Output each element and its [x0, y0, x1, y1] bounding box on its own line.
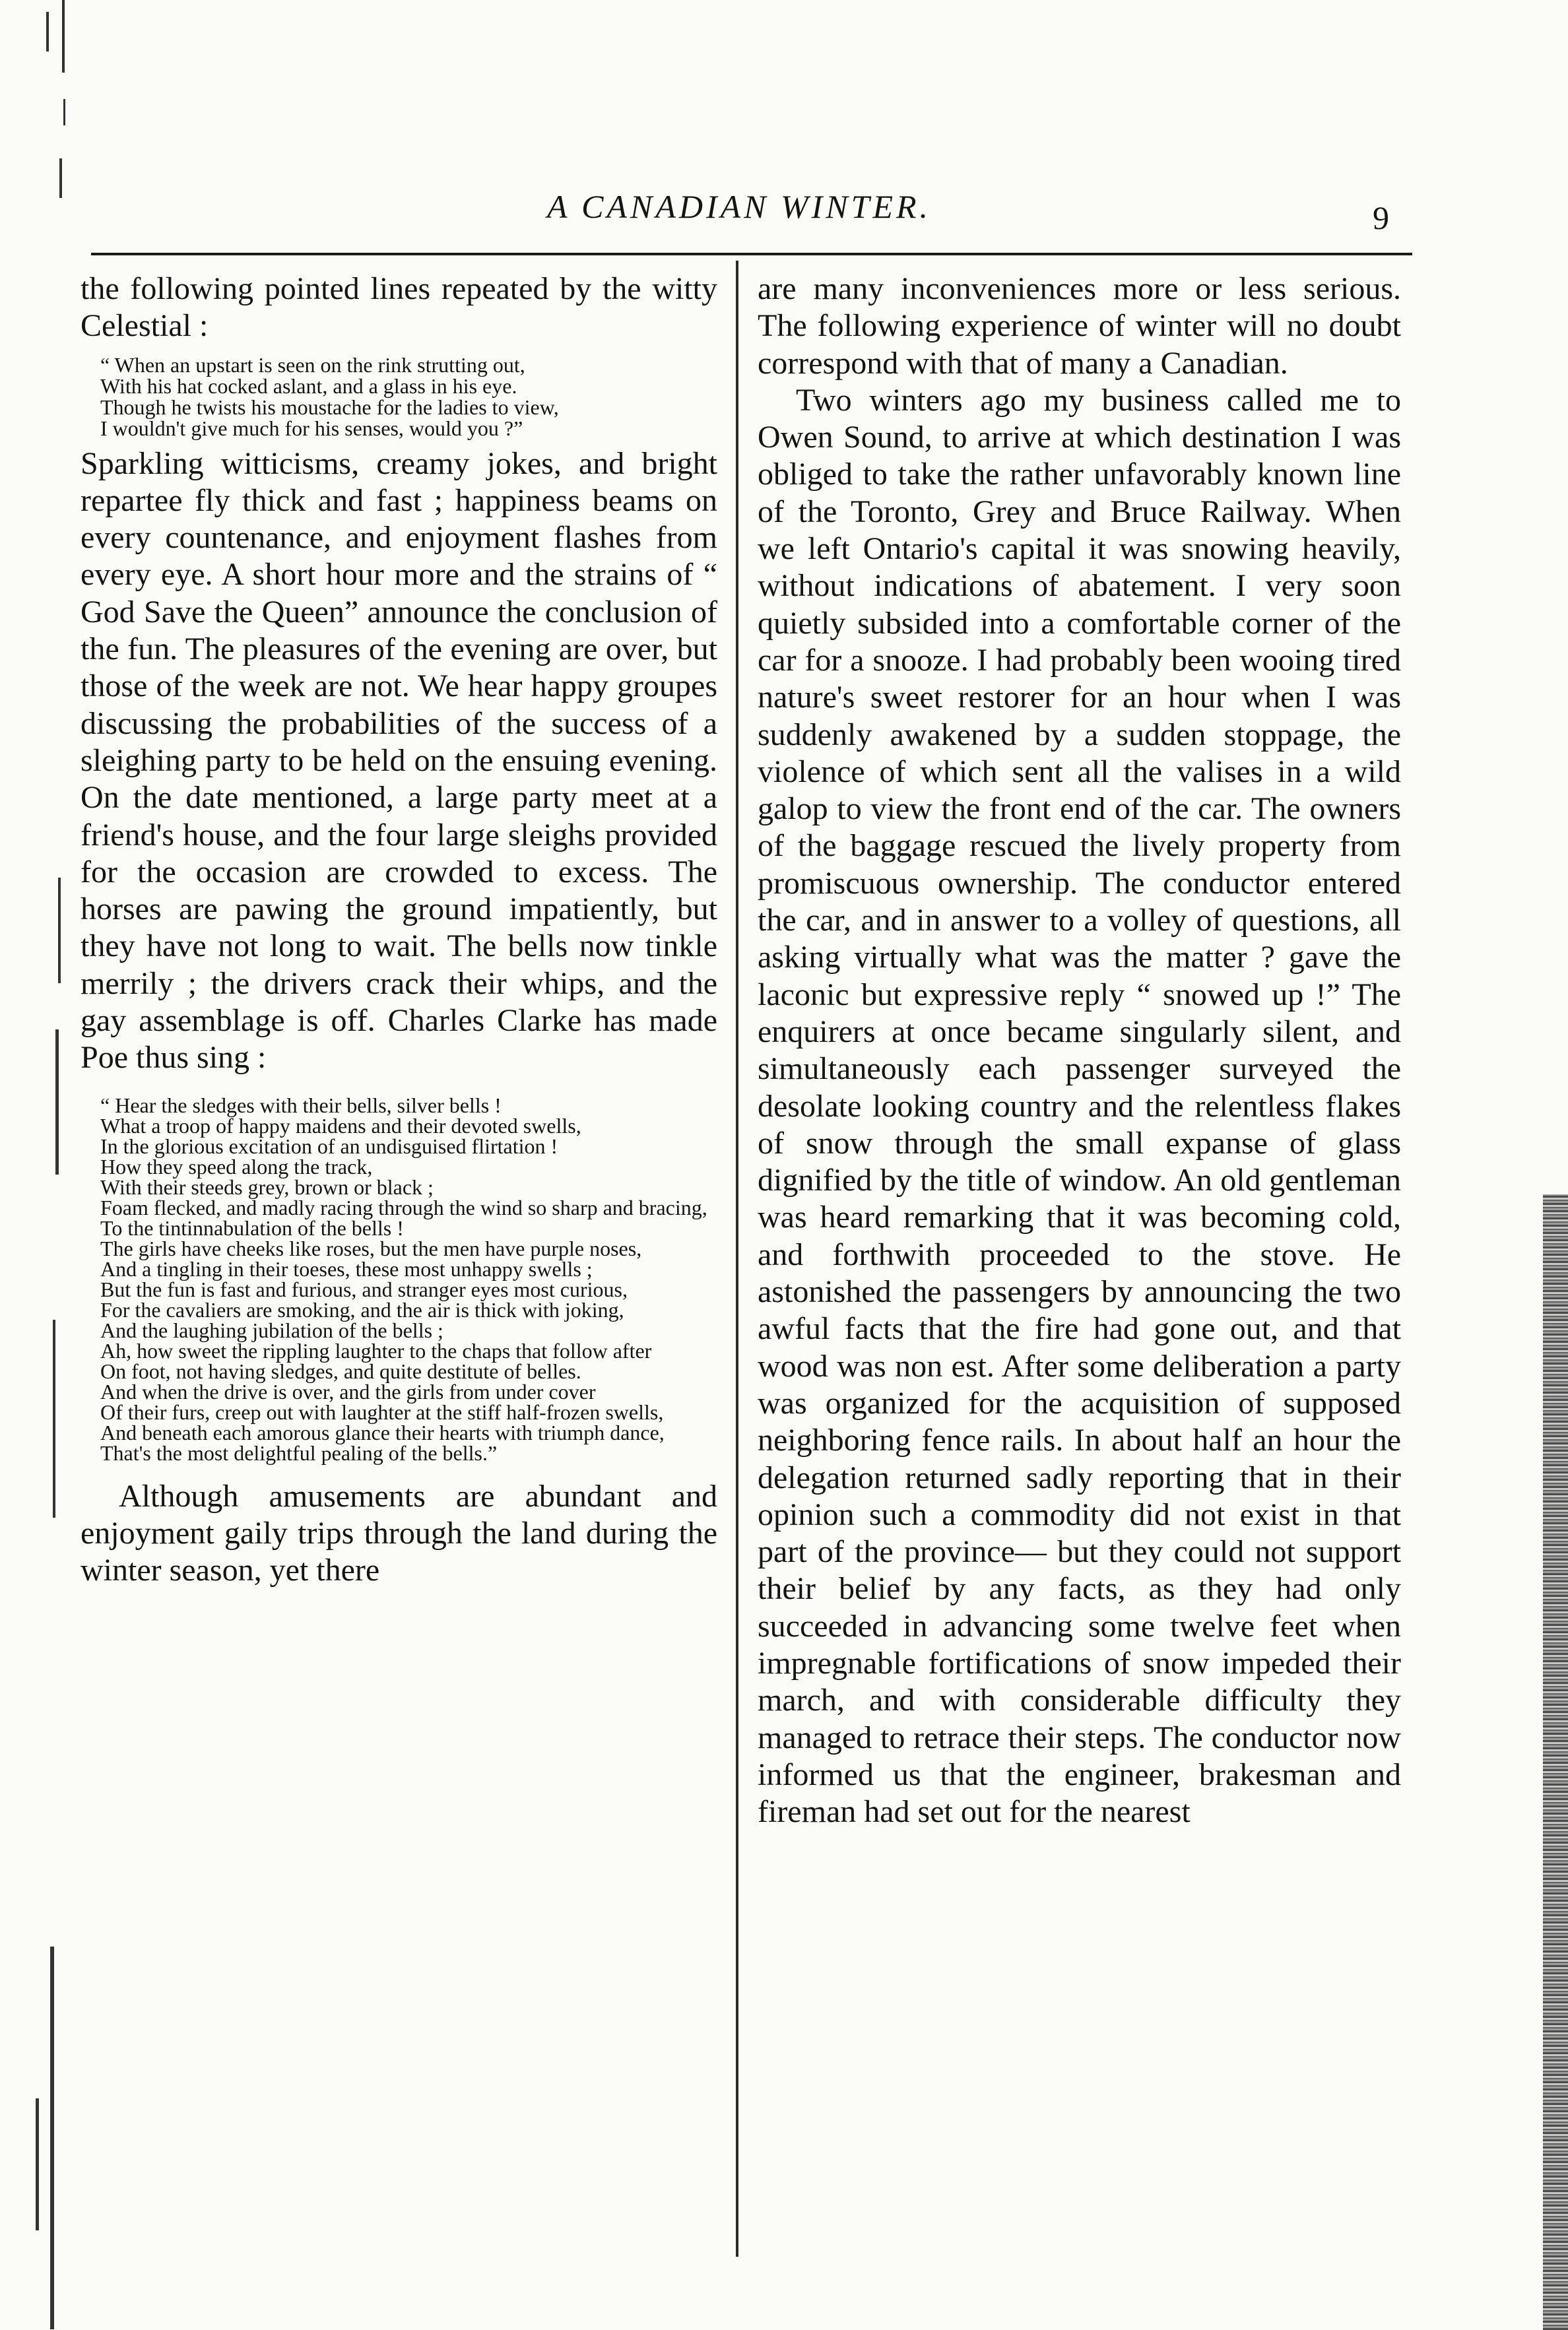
header-rule — [91, 253, 1412, 255]
verse-line: For the cavaliers are smoking, and the air is thick with joking, — [100, 1297, 624, 1322]
right-edge-scan-artifact — [1543, 1194, 1568, 2330]
running-header-title: A CANADIAN WINTER. — [546, 188, 932, 225]
verse-line: The girls have cheeks like roses, but the men have purple noses, — [100, 1236, 642, 1260]
right-column — [758, 271, 1401, 1830]
verse-line: But the fun is fast and furious, and stranger eyes most curious, — [100, 1277, 628, 1301]
verse-line: On foot, not having sledges, and quite destitute of belles. — [100, 1359, 581, 1383]
verse-line: With their steeds grey, brown or black ; — [100, 1175, 434, 1199]
right-paragraph-1: are many inconveniences more or less serious. The following experience of winter will no doubt correspond with that of many a Canadian. — [758, 271, 1401, 381]
left-margin-scan-artifacts — [0, 0, 79, 2330]
verse-line: And when the drive is over, and the girls from under cover — [100, 1379, 596, 1404]
verse-line: With his hat cocked aslant, and a glass in his eye. — [100, 373, 517, 398]
verse-line: Of their furs, creep out with laughter at the stiff half-frozen swells, — [100, 1400, 664, 1424]
verse-line: And the laughing jubilation of the bells ; — [100, 1318, 443, 1342]
verse-line: In the glorious excitation of an undisguised flirtation ! — [100, 1134, 558, 1158]
verse-line: How they speed along the track, — [100, 1154, 373, 1179]
verse-line: And a tingling in their toeses, these most unhappy swells ; — [100, 1256, 593, 1281]
page-number: 9 — [1373, 199, 1389, 236]
verse-line: To the tintinnabulation of the bells ! — [100, 1215, 404, 1240]
rink-verse — [81, 354, 717, 439]
right-paragraph-2: Two winters ago my business called me to Owen Sound, to arrive at which destination I was obliged to take the rather unfavorably known line of the Toronto, Grey and Bruce Railway. When we left Ontario's capital it was snowing heavily, without indications of abatement. I very soon quietly subsided into a comfortable corner of the car for a snooze. I had probably been wooing tired nature's sweet restorer for an hour when I was suddenly awakened by a sudden stoppage, the violence of which sent all the valises in a wild galop to view the front end of the car. The owners of the baggage rescued the lively property from promiscuous ownership. The conductor entered the car, and in answer to a volley of questions, all asking virtually what was the matter ? gave the laconic but expressive reply “ snowed up !” The enquirers at once became singularly silent, and simultaneously each passenger surveyed the desolate looking country and the relentless flakes of snow through the small expanse of glass dignified by the title of window. An old gentleman was heard remarking that it was becoming cold, and forthwith proceeded to the stove. He astonished the passengers by announcing the two awful facts that the fire had gone out, and that wood was non est. After some deliberation a party was organized for the acquisition of supposed neighboring fence rails. In about half an hour the delegation returned sadly reporting that in their opinion such a commodity did not exist in that part of the province— but they could not support their belief by any facts, as they had only succeeded in advancing some twelve feet when impregnable fortifications of snow impeded their march, and with considerable difficulty they managed to retrace their steps. The conductor now informed us that the engineer, brakesman and fireman had set out for the nearest — [758, 382, 1401, 1830]
verse-line: And beneath each amorous glance their hearts with triumph dance, — [100, 1420, 665, 1444]
verse-line: Ah, how sweet the rippling laughter to the chaps that follow after — [100, 1338, 652, 1363]
left-paragraph-1: the following pointed lines repeated by the witty Celestial : — [81, 271, 717, 344]
verse-line: “ When an upstart is seen on the rink strutting out, — [100, 352, 525, 377]
left-paragraph-3: Although amusements are abundant and enjoyment gaily trips through the land during the winter season, yet there — [81, 1478, 717, 1588]
column-divider — [736, 261, 738, 2257]
left-paragraph-2: Sparkling witticisms, creamy jokes, and bright repartee fly thick and fast ; happiness beams on every countenance, and enjoyment flashes from every eye. A short hour more and the strains of “ God Save the Queen” announce the conclusion of the fun. The pleasures of the evening are over, but those of the week are not. We hear happy groupes discussing the probabilities of the success of a sleighing party to be held on the ensuing evening. On the date mentioned, a large party meet at a friend's house, and the four large sleighs provided for the occasion are crowded to excess. The horses are pawing the ground impatiently, but they have not long to wait. The bells now tinkle merrily ; the drivers crack their whips, and the gay assemblage is off. Charles Clarke has made Poe thus sing : — [81, 445, 717, 1076]
verse-line: “ Hear the sledges with their bells, silver bells ! — [100, 1093, 502, 1117]
verse-line: Though he twists his moustache for the ladies to view, — [100, 395, 559, 419]
verse-line: Foam flecked, and madly racing through the wind so sharp and bracing, — [100, 1195, 707, 1219]
verse-line: What a troop of happy maidens and their devoted swells, — [100, 1113, 581, 1138]
verse-line: I wouldn't give much for his senses, would you ?” — [100, 416, 523, 440]
verse-line: That's the most delightful pealing of the bells.” — [100, 1440, 498, 1465]
left-column — [81, 271, 717, 1590]
bells-verse — [81, 1095, 717, 1464]
